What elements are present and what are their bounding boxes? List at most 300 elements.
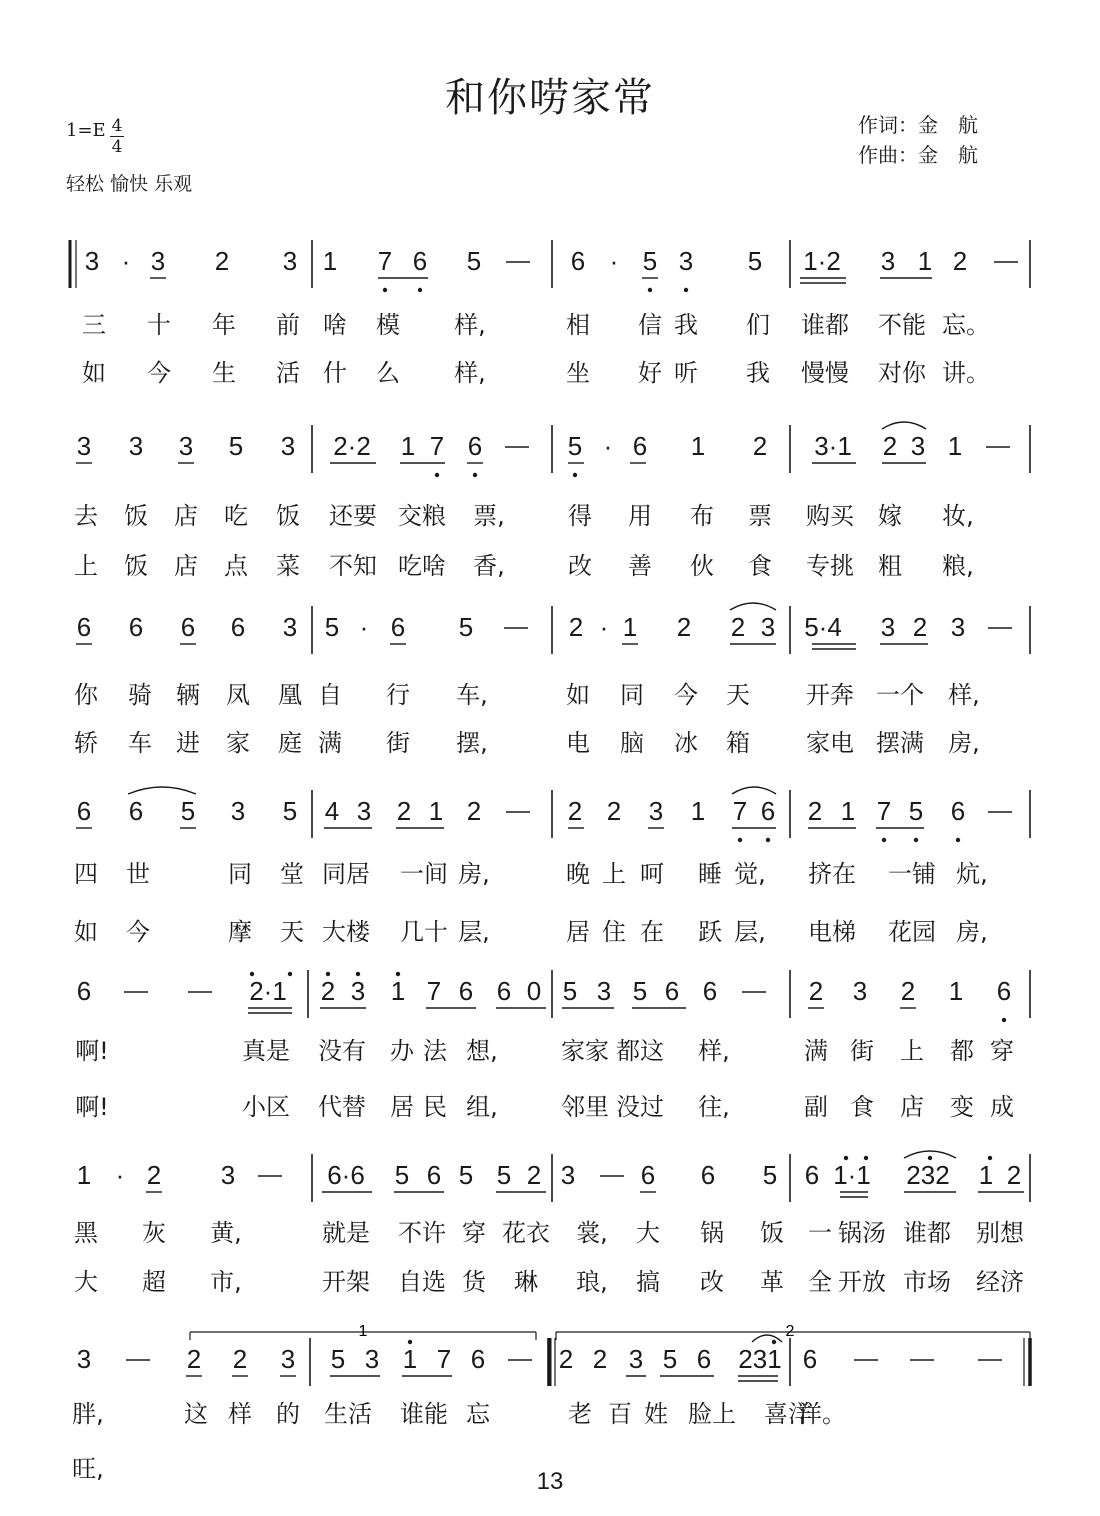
lyrics-verse-1: [75, 1037, 1014, 1065]
note: 1: [978, 1160, 994, 1190]
lyric-word: 成: [990, 1093, 1014, 1121]
note: 6: [128, 796, 144, 826]
lyric-word: 自: [318, 681, 342, 709]
lyric-word: 超: [142, 1268, 166, 1296]
lyric-word: 琳: [514, 1268, 538, 1296]
lyric-word: 讲。: [942, 359, 990, 387]
note: 3: [852, 976, 868, 1006]
lyric-word: 四: [74, 860, 98, 888]
lyric-word: 小区: [242, 1093, 290, 1121]
lyric-word: 琅,: [576, 1268, 608, 1296]
note: 6: [804, 1160, 820, 1190]
note: ·: [115, 1160, 125, 1190]
page-number: 13: [536, 1468, 564, 1495]
lyrics-verse-2: [74, 918, 988, 946]
lyrics-verse-2: [74, 729, 980, 757]
song-title: 和你唠家常: [445, 75, 655, 121]
lyric-word: 啊!: [75, 1093, 109, 1121]
lyrics-verse-1: [74, 502, 974, 530]
note: 7: [426, 976, 442, 1006]
note: ·: [609, 246, 619, 276]
lyric-word: 房,: [948, 729, 980, 757]
lyric-word: 去: [74, 502, 98, 530]
lyric-word: 香,: [473, 552, 505, 580]
note: 2: [186, 1344, 202, 1374]
note: 6: [570, 246, 586, 276]
lyric-word: 电: [566, 729, 590, 757]
note: 2: [752, 431, 768, 461]
note: 3: [220, 1160, 236, 1190]
lyric-word: 好: [638, 359, 662, 387]
octave-dot-below: [882, 838, 886, 842]
lyric-word: 就是: [322, 1219, 370, 1247]
lyric-word: 谁都: [903, 1219, 951, 1247]
note: 1: [322, 246, 338, 276]
volta-number-1: 1: [358, 1323, 368, 1340]
note: 5: [762, 1160, 778, 1190]
lyric-word: 裳,: [576, 1219, 608, 1247]
lyric-word: 票,: [473, 502, 505, 530]
lyric-word: 不知: [329, 552, 377, 580]
lyric-word: 觉,: [734, 860, 766, 888]
lyric-word: 办: [390, 1037, 414, 1065]
note: 3: [128, 431, 144, 461]
lyric-word: 都这: [616, 1037, 664, 1065]
lyric-word: 改: [700, 1268, 724, 1296]
lyric-word: 样,: [698, 1037, 730, 1065]
lyric-word: 胖,: [72, 1400, 104, 1428]
note: 0: [526, 976, 542, 1006]
note: 231: [738, 1344, 782, 1374]
lyrics-verse-1: [74, 681, 980, 709]
note: ·: [121, 246, 131, 276]
lyric-word: 穿: [462, 1219, 486, 1247]
note: 1: [690, 796, 706, 826]
octave-dot-above: [250, 972, 254, 976]
note: ·: [603, 431, 613, 461]
octave-dot-below: [435, 473, 439, 477]
lyric-word: 得: [568, 502, 592, 530]
notes-row: [77, 431, 1010, 461]
note: 3: [282, 246, 298, 276]
note: 6: [664, 976, 680, 1006]
lyric-word: 组,: [466, 1093, 498, 1121]
lyric-word: 慢慢: [801, 359, 849, 387]
lyric-word: 开奔: [806, 681, 854, 709]
note: 6: [496, 976, 512, 1006]
lyric-word: 大楼: [322, 918, 370, 946]
lyric-word: 信: [638, 311, 662, 339]
lyric-word: 布: [690, 502, 714, 530]
note: 4: [324, 796, 340, 826]
lyric-word: 副: [804, 1093, 828, 1121]
note: 5: [632, 976, 648, 1006]
lyric-word: 今: [674, 681, 698, 709]
lyric-word: 炕,: [956, 860, 988, 888]
note: 5: [282, 796, 298, 826]
lyric-word: 几十: [400, 918, 448, 946]
note: 6: [412, 246, 428, 276]
note: 5: [567, 431, 583, 461]
composer: 作曲：金 航: [858, 143, 978, 167]
lyric-word: 摆满: [876, 729, 924, 757]
note: 2: [808, 976, 824, 1006]
octave-dot-above: [288, 972, 292, 976]
lyric-word: 都: [950, 1037, 974, 1065]
note: 3: [356, 796, 372, 826]
note: 5: [747, 246, 763, 276]
note: 2: [952, 246, 968, 276]
note: 6: [950, 796, 966, 826]
lyric-word: 啥: [323, 311, 347, 339]
lyric-word: 生活: [324, 1400, 372, 1428]
note: 2: [882, 431, 898, 461]
lyric-word: 同居: [322, 860, 370, 888]
note: 7: [377, 246, 393, 276]
lyric-word: 天: [726, 681, 750, 709]
lyric-word: 堂: [280, 860, 304, 888]
note: 5: [908, 796, 924, 826]
lyric-word: 饭: [276, 502, 300, 530]
lyric-word: 票: [748, 502, 772, 530]
lyric-word: 改: [568, 552, 592, 580]
lyric-word: 穿: [990, 1037, 1014, 1065]
lyric-word: 市,: [210, 1268, 242, 1296]
lyrics-verse-2: [74, 1268, 1024, 1296]
octave-dot-above: [356, 972, 360, 976]
lyric-word: 锅汤: [838, 1219, 886, 1247]
lyric-word: 辆: [176, 681, 200, 709]
note: 5: [662, 1344, 678, 1374]
lyric-word: 搞: [636, 1268, 660, 1296]
lyric-word: 一个: [876, 681, 924, 709]
lyric-word: 脑: [620, 729, 644, 757]
lyric-word: 家电: [806, 729, 854, 757]
note: 3: [596, 976, 612, 1006]
lyric-word: 啊!: [75, 1037, 109, 1065]
octave-dot-above: [928, 1156, 932, 1160]
lyric-word: 如: [82, 359, 106, 387]
lyrics-verse-2: [82, 359, 990, 387]
lyric-word: 谁都: [801, 311, 849, 339]
note: 3: [364, 1344, 380, 1374]
lyric-word: 房,: [458, 860, 490, 888]
note: 2: [396, 796, 412, 826]
notes-row: [77, 796, 1012, 826]
lyric-word: 十: [147, 311, 171, 339]
note: 2: [676, 612, 692, 642]
lyric-word: 坐: [566, 359, 590, 387]
lyric-word: 全: [808, 1268, 832, 1296]
lyric-word: 店: [174, 502, 198, 530]
lyric-word: 经济: [976, 1268, 1024, 1296]
slur: [128, 787, 196, 794]
note: 2: [214, 246, 230, 276]
lyric-word: 层,: [458, 918, 490, 946]
lyric-word: 生: [212, 359, 236, 387]
score-system-3: [74, 603, 1030, 757]
lyric-word: 骑: [128, 681, 152, 709]
lyric-word: 街: [386, 729, 410, 757]
octave-dot-below: [956, 838, 960, 842]
lyric-word: 饭: [124, 502, 148, 530]
slur: [730, 603, 776, 610]
score-system-7: [72, 1323, 1030, 1483]
lyric-word: 上: [74, 552, 98, 580]
lyric-word: 样,: [454, 311, 486, 339]
note: 2: [807, 796, 823, 826]
lyric-word: 一间: [400, 860, 448, 888]
note: 2·2: [333, 431, 371, 461]
note: 7: [876, 796, 892, 826]
lyric-word: 房,: [956, 918, 988, 946]
lyric-word: 三: [82, 311, 106, 339]
lyric-word: 百: [608, 1400, 632, 1428]
note: 5: [562, 976, 578, 1006]
lyric-word: 变: [950, 1093, 974, 1121]
lyric-word: 旺,: [72, 1455, 104, 1483]
lyric-word: 菜: [276, 552, 300, 580]
lyrics-verse-1: [82, 311, 990, 339]
lyric-word: 点: [224, 552, 248, 580]
lyric-word: 街: [850, 1037, 874, 1065]
lyrics-verse-2: [75, 1093, 1014, 1121]
lyric-word: 大: [636, 1219, 660, 1247]
note: ·: [599, 612, 609, 642]
note: 3: [282, 612, 298, 642]
lyric-word: 年: [212, 311, 236, 339]
note: 6: [458, 976, 474, 1006]
note: 6: [640, 1160, 656, 1190]
note: 1: [947, 431, 963, 461]
note: 3: [678, 246, 694, 276]
lyric-word: 喜洋: [764, 1400, 812, 1428]
octave-dot-below: [766, 838, 770, 842]
note: 5·4: [804, 612, 842, 642]
note: 3: [910, 431, 926, 461]
note: 6: [802, 1344, 818, 1374]
lyric-word: 今: [147, 359, 171, 387]
note: 2: [592, 1344, 608, 1374]
note: 3: [280, 431, 296, 461]
note: 6·6: [327, 1160, 365, 1190]
note: 5: [180, 796, 196, 826]
note: 5: [324, 612, 340, 642]
lyric-word: 食: [850, 1093, 874, 1121]
slur: [732, 787, 776, 794]
score-system-5: [75, 970, 1030, 1121]
lyric-word: 车: [128, 729, 152, 757]
slur: [882, 422, 926, 429]
time-signature-top: 4: [111, 116, 123, 136]
note: 3: [628, 1344, 644, 1374]
lyric-word: 饭: [124, 552, 148, 580]
lyric-word: 同: [228, 860, 252, 888]
lyric-word: 伙: [690, 552, 714, 580]
note: 2: [146, 1160, 162, 1190]
note: 5: [394, 1160, 410, 1190]
note: 5: [458, 612, 474, 642]
lyric-word: 黑: [74, 1219, 98, 1247]
note: 3: [560, 1160, 576, 1190]
lyric-word: 箱: [726, 729, 750, 757]
note: 1: [76, 1160, 92, 1190]
volta-number-2: 2: [785, 1323, 795, 1340]
note: 3: [178, 431, 194, 461]
note: 6: [470, 1344, 486, 1374]
lyric-word: 自选: [398, 1268, 446, 1296]
note: 5: [466, 246, 482, 276]
lyric-word: 住: [602, 918, 626, 946]
note: 2: [320, 976, 336, 1006]
lyric-word: 食: [748, 552, 772, 580]
lyric-word: 的: [276, 1400, 300, 1428]
lyrics-verse-1: [74, 860, 988, 888]
note: 1·1: [833, 1160, 871, 1190]
octave-dot-below: [1002, 1018, 1006, 1022]
note: 3: [950, 612, 966, 642]
lyric-word: 同: [620, 681, 644, 709]
note: 3: [84, 246, 100, 276]
lyric-word: 样: [228, 1400, 252, 1428]
lyric-word: 黄,: [210, 1219, 242, 1247]
note: 5: [458, 1160, 474, 1190]
octave-dot-below: [738, 838, 742, 842]
lyric-word: 在: [640, 918, 664, 946]
note: 5: [330, 1344, 346, 1374]
lyric-word: 不许: [398, 1219, 446, 1247]
lyric-word: 花衣: [502, 1219, 550, 1247]
lyric-word: 满: [318, 729, 342, 757]
lyric-word: 呵: [640, 860, 664, 888]
volta-bracket-2: [556, 1323, 1030, 1340]
lyric-word: 交粮: [398, 502, 446, 530]
lyric-word: 往,: [698, 1093, 730, 1121]
lyric-word: 邻里: [561, 1093, 609, 1121]
lyric-word: 什: [323, 359, 347, 387]
note: 2: [606, 796, 622, 826]
lyric-word: 进: [176, 729, 200, 757]
octave-dot-above: [844, 1156, 848, 1160]
lyric-word: 想,: [466, 1037, 498, 1065]
lyric-word: 家家: [561, 1037, 609, 1065]
key-signature: 1=E: [66, 120, 106, 141]
lyric-word: 开放: [838, 1268, 886, 1296]
lyric-word: 脸上: [688, 1400, 736, 1428]
lyric-word: 专挑: [806, 552, 854, 580]
lyric-word: 吃啥: [398, 552, 446, 580]
note: 2: [526, 1160, 542, 1190]
note: 3: [350, 976, 366, 1006]
lyric-word: 听: [674, 359, 698, 387]
lyric-word: 如: [566, 681, 590, 709]
lyric-word: 满: [804, 1037, 828, 1065]
note: 1: [917, 246, 933, 276]
lyric-word: 睡: [698, 860, 722, 888]
lyric-word: 上: [900, 1037, 924, 1065]
octave-dot-below: [914, 838, 918, 842]
lyric-word: 你: [74, 681, 98, 709]
lyric-word: 不能: [878, 311, 926, 339]
lyric-word: 妆,: [942, 502, 974, 530]
lyric-word: 老: [568, 1400, 592, 1428]
note: 7: [732, 796, 748, 826]
note: 6: [702, 976, 718, 1006]
lyric-word: 凤: [226, 681, 250, 709]
lyric-word: 挤在: [808, 860, 856, 888]
lyric-word: 粗: [878, 552, 902, 580]
lyric-word: 这: [184, 1400, 208, 1428]
tempo-marking: 轻松 愉快 乐观: [66, 173, 193, 195]
lyric-word: 层,: [734, 918, 766, 946]
score-system-1: [70, 240, 1030, 387]
lyric-word: 前: [276, 311, 300, 339]
lyric-word: 市场: [903, 1268, 951, 1296]
lyric-word: 店: [174, 552, 198, 580]
octave-dot-above: [396, 972, 400, 976]
note: 2: [900, 976, 916, 1006]
note: 7: [429, 431, 445, 461]
note: 6: [760, 796, 776, 826]
note: 3: [880, 246, 896, 276]
lyrics-verse-2: [74, 552, 974, 580]
note: 3: [150, 246, 166, 276]
note: 6: [76, 796, 92, 826]
octave-dot-above: [864, 1156, 868, 1160]
note: 3: [76, 1344, 92, 1374]
lyric-word: 活: [276, 359, 300, 387]
lyric-word: 购买: [806, 502, 854, 530]
lyric-word: 一铺: [888, 860, 936, 888]
note: 5: [496, 1160, 512, 1190]
note: 2: [1006, 1160, 1022, 1190]
octave-dot-above: [408, 1340, 412, 1344]
notes-row: [77, 612, 1012, 642]
notes-row: [77, 976, 1011, 1006]
lyric-word: 粮,: [942, 552, 974, 580]
score-system-6: [74, 1151, 1030, 1296]
lyric-word: 忘: [466, 1400, 490, 1428]
lyric-word: 电梯: [808, 918, 856, 946]
lyric-word: 饭: [760, 1219, 784, 1247]
note: 2: [568, 612, 584, 642]
octave-dot-below: [648, 288, 652, 292]
note: 6: [180, 612, 196, 642]
lyric-word: 居: [566, 918, 590, 946]
note: 6: [76, 976, 92, 1006]
lyrics-verse-1: [74, 1219, 1025, 1247]
note: 1: [402, 1344, 418, 1374]
lyric-word: 居: [390, 1093, 414, 1121]
lyric-word: 忘。: [942, 311, 990, 339]
lyric-word: 晚: [566, 860, 590, 888]
octave-dot-below: [383, 288, 387, 292]
lyric-word: 样,: [948, 681, 980, 709]
note: 1: [690, 431, 706, 461]
lyricist: 作词：金 航: [858, 113, 978, 137]
lyric-word: 姓: [644, 1400, 668, 1428]
note: 7: [436, 1344, 452, 1374]
note: 3: [230, 796, 246, 826]
volta-bracket-1: [190, 1323, 536, 1340]
note: 6: [700, 1160, 716, 1190]
note: 232: [906, 1160, 950, 1190]
notes-row: [77, 1160, 1021, 1190]
lyric-word: 跃: [698, 918, 722, 946]
octave-dot-above: [988, 1156, 992, 1160]
lyric-word: 么: [376, 359, 400, 387]
lyric-word: 车,: [456, 681, 488, 709]
